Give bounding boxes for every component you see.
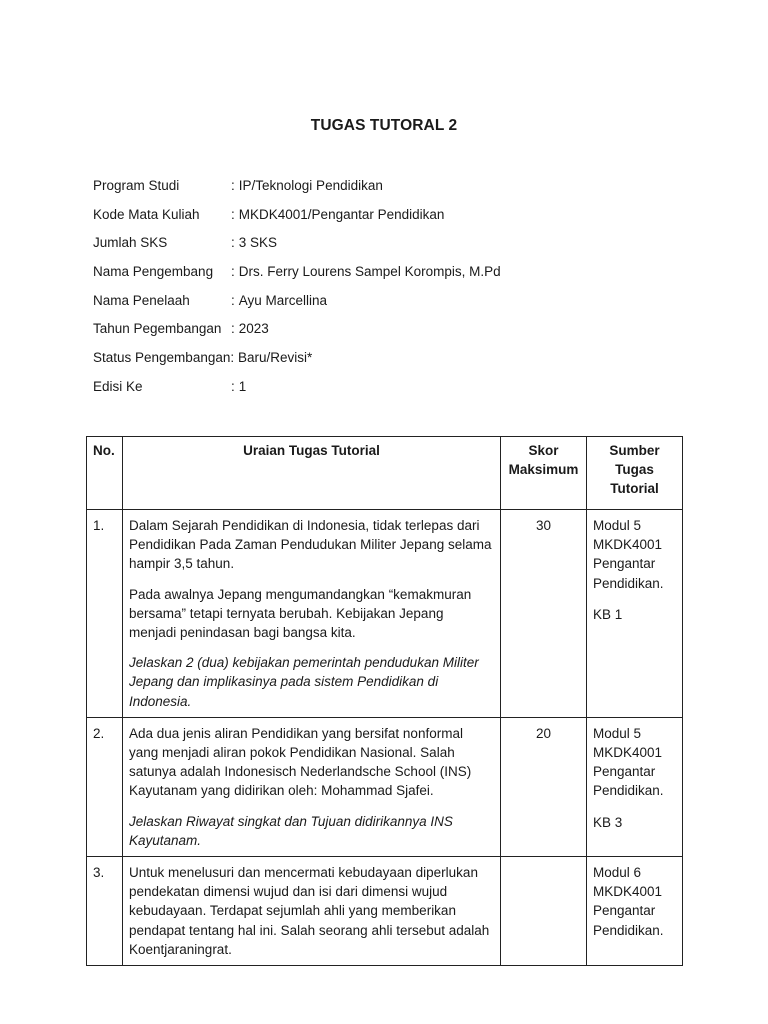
source-module: Modul 5: [593, 725, 642, 741]
source-course-name: Pengantar: [593, 556, 656, 572]
source-kb: KB 3: [593, 814, 623, 830]
task-paragraph: Ada dua jenis aliran Pendidikan yang bersifat nonformal yang menjadi aliran pokok Pendidikan Nasional. Salah satunya adalah Indonesisch Nederlandsche School (INS) Kayutanam yang didirikan oleh: Mohammad Sjafei.: [129, 725, 472, 799]
info-value: MKDK4001/Pengantar Pendidikan: [238, 206, 445, 222]
row-number: 1.: [87, 510, 123, 718]
task-paragraph: Pada awalnya Jepang mengumandangkan “kemakmuran bersama” tetapi ternyata berubah. Kebijakan Jepang menjadi penindasan bagi bangsa kita.: [129, 586, 472, 641]
info-label: Nama Penelaah: [93, 292, 190, 308]
table-row: [87, 857, 683, 966]
task-paragraph: Untuk menelusuri dan mencermati kebudayaan diperlukan pendekatan dimensi wujud dan isi dari dimensi wujud kebudayaan. Terdapat sejumlah ahli yang memberikan pendapat tentang hal ini. Salah seorang ahli tersebut adalah Koentjaraningrat.: [129, 865, 490, 957]
source-course-code: MKDK4001: [593, 745, 663, 761]
info-label: Jumlah SKS: [93, 235, 168, 251]
page-title: TUGAS TUTORAL 2: [310, 117, 458, 134]
info-label: Tahun Pegembangan: [93, 321, 222, 337]
source-course-name: Pengantar: [593, 764, 656, 780]
source-course-code: MKDK4001: [593, 537, 663, 553]
table-row: [87, 717, 683, 856]
header-uraian: Uraian Tugas Tutorial: [123, 437, 501, 510]
info-value: Baru/Revisi*: [238, 350, 313, 366]
info-label: Edisi Ke: [93, 378, 143, 394]
task-paragraph: Dalam Sejarah Pendidikan di Indonesia, tidak terlepas dari Pendidikan Pada Zaman Pendudukan Militer Jepang selama hampir 3,5 tahun.: [129, 518, 492, 572]
header-skor: Skor Maksimum: [501, 437, 587, 510]
info-label: Program Studi: [93, 178, 180, 193]
header-no: No.: [87, 437, 123, 510]
task-description: [123, 717, 501, 856]
info-label: Nama Pengembang: [93, 264, 214, 280]
max-score: 20: [501, 717, 587, 856]
source-course-code: MKDK4001: [593, 884, 663, 900]
info-value: 1: [238, 378, 247, 394]
max-score: 30: [501, 510, 587, 718]
max-score: [501, 857, 587, 966]
info-value: Ayu Marcellina: [238, 292, 328, 308]
info-value: 2023: [238, 321, 269, 337]
document-page: TUGAS TUTORAL 2 Program Studi : IP/Teknologi Pendidikan Kode Mata Kuliah : MKDK4001/Pengantar Pendidikan Jumlah SKS : 3 SKS Nama Pengembang : Drs. Ferry Lourens Sampel Korompis, M.Pd Nama Penelaah : Ayu Marcellina Tahun Pegembangan : 2023 Status Pengembangan: Baru/Revisi* Edisi Ke : 1 No. Uraian Tugas Tutorial Skor Maksimum Sumber Tugas Tutorial 1. Dalam Sejarah Pendidikan di Indonesia, tidak terlepas dari Pendidikan Pada Zaman Pendudukan Militer Jepang selama hampir 3,5 tahun. Pada awalnya Jepang mengumandangkan “kemakmuran bersama” tetapi ternyata berubah. Kebijakan Jepang menjadi penindasan bagi bangsa kita. Jelaskan 2 (dua) kebijakan pemerintah pendudukan Militer Jepang dan implikasinya pada sistem Pendidikan di Indonesia. 30 Modul 5 MKDK4001 Pengantar Pendidikan. KB 1 2. Ada dua jenis aliran Pendidikan yang bersifat nonformal yang menjadi aliran pokok Pendidikan Nasional. Salah satunya adalah Indonesisch Nederlandsche School (INS) Kayutanam yang didirikan oleh: Mohammad Sjafei. Jelaskan Riwayat singkat dan Tujuan didirikannya INS Kayutanam. 20 Modul 5 MKDK4001 Pengantar Pendidikan. KB 3 3. Untuk menelusuri dan mencermati kebudayaan diperlukan pendekatan dimensi wujud dan isi dari dimensi wujud kebudayaan. Terdapat sejumlah ahli yang memberikan pendapat tentang hal ini. Salah seorang ahli tersebut adalah Koentjaraningrat. Modul 6 MKDK4001 Pengantar Pendidikan.: [0, 0, 768, 1024]
task-source: [587, 717, 683, 856]
source-course-name: Pendidikan.: [593, 783, 664, 799]
row-number: 3.: [87, 857, 123, 966]
info-label: Kode Mata Kuliah: [93, 206, 200, 222]
header-sumber: Sumber Tugas Tutorial: [587, 437, 683, 510]
info-label: Status Pengembangan:: [93, 350, 235, 366]
source-module: Modul 5: [593, 518, 642, 533]
task-source: [587, 857, 683, 966]
info-value: Drs. Ferry Lourens Sampel Korompis, M.Pd: [238, 264, 501, 280]
source-course-name: Pendidikan.: [593, 922, 664, 938]
info-value: 3 SKS: [238, 235, 278, 251]
source-course-name: Pendidikan.: [593, 575, 664, 591]
tutorial-task-table: [86, 436, 683, 966]
info-value: IP/Teknologi Pendidikan: [238, 178, 383, 193]
source-module: Modul 6: [593, 865, 642, 881]
table-header-row: [87, 437, 683, 510]
row-number: 2.: [87, 717, 123, 856]
task-description: [123, 857, 501, 966]
source-course-name: Pengantar: [593, 903, 656, 919]
task-question: Jelaskan Riwayat singkat dan Tujuan didirikannya INS Kayutanam.: [129, 813, 453, 848]
task-source: [587, 510, 683, 718]
task-question: Jelaskan 2 (dua) kebijakan pemerintah pendudukan Militer Jepang dan implikasinya pada sistem Pendidikan di Indonesia.: [129, 655, 479, 709]
task-description: [123, 510, 501, 718]
source-kb: KB 1: [593, 606, 623, 622]
table-row: [87, 510, 683, 718]
